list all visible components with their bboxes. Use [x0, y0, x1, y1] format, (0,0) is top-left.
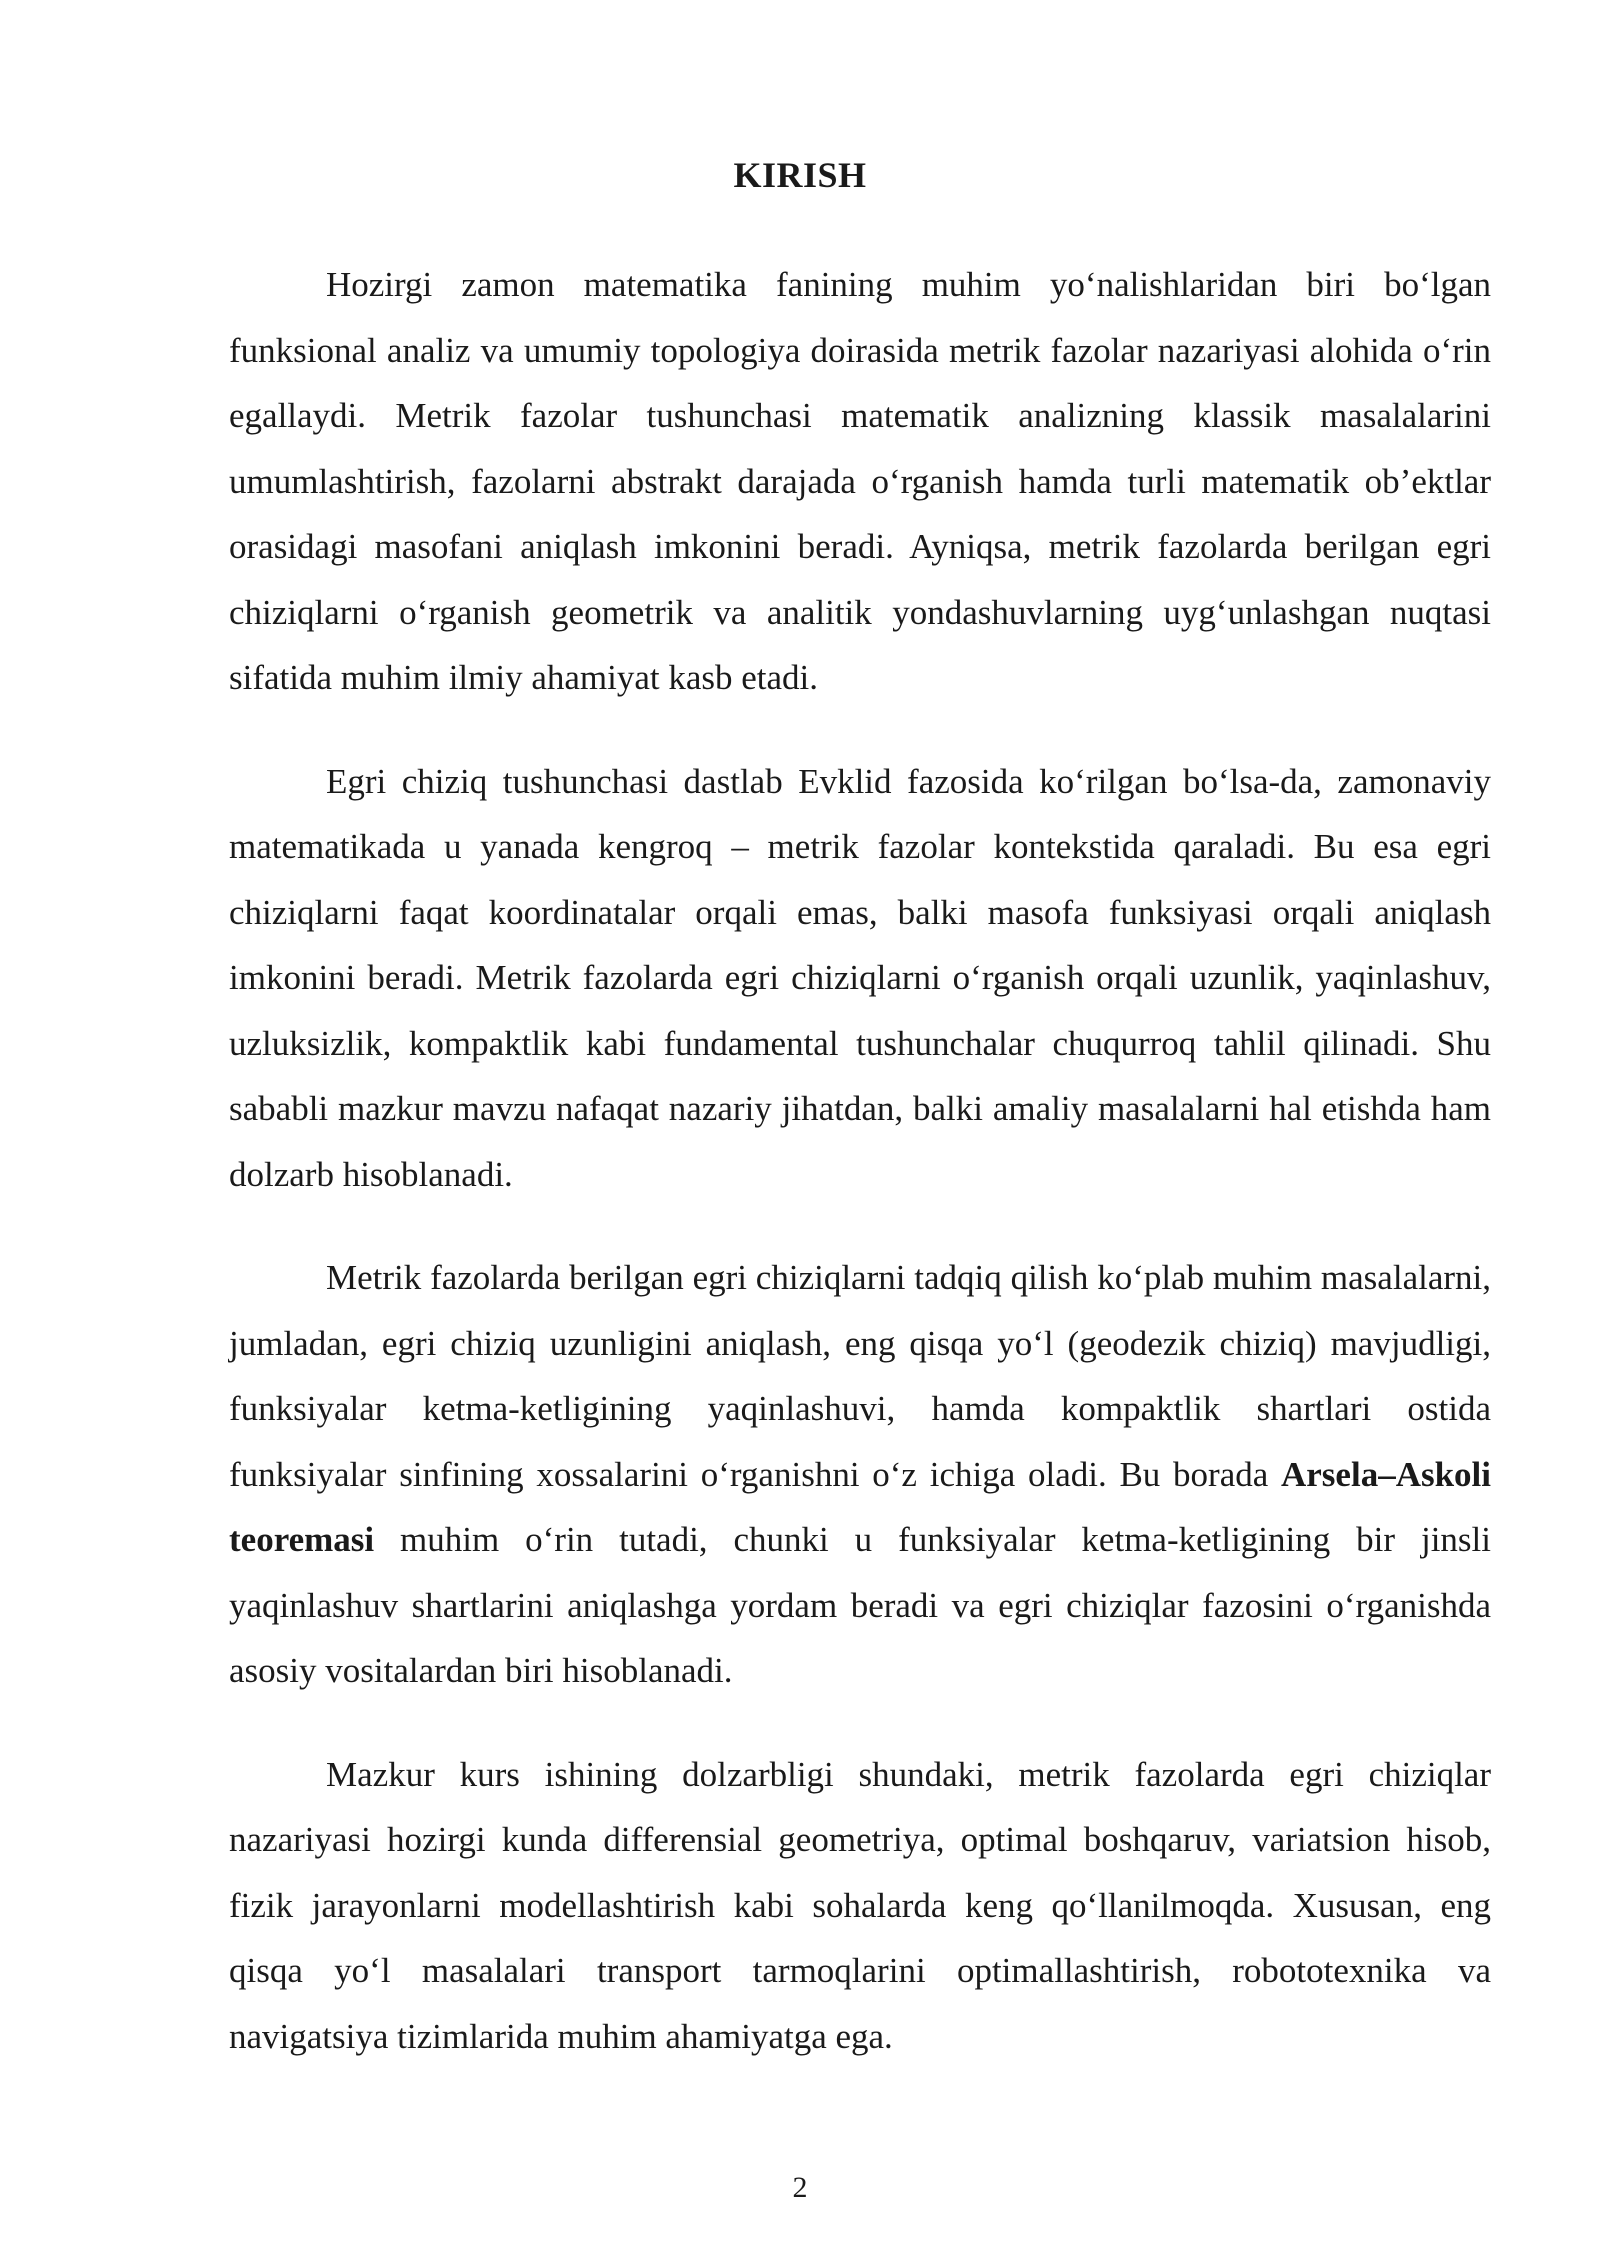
- paragraph-4: [229, 1742, 1491, 2070]
- paragraph-1-text: Hozirgi zamon matematika fanining muhim yo‘nalishlaridan biri bo‘lgan funksional analiz va umumiy topologiya doirasida metrik fazolar nazariyasi alohida o‘rin egallaydi. Metrik fazolar tushunchasi matematik analizning klassik masalalarini umumlashtirish, fazolarni abstrakt darajada o‘rganish hamda turli matematik ob’ektlar orasidagi masofani aniqlash imkonini beradi. Ayniqsa, metrik fazolarda berilgan egri chiziqlarni o‘rganish geometrik va analitik yondashuvlarning uyg‘unlashgan nuqtasi sifatida muhim ilmiy ahamiyat kasb etadi.: [229, 265, 1491, 697]
- paragraph-3-text-end: muhim o‘rin tutadi, chunki u funksiyalar ketma-ketligining bir jinsli yaqinlashuv shartlarini aniqlashga yordam beradi va egri chiziqlar fazosini o‘rganishda asosiy vositalardan biri hisoblanadi.: [229, 1520, 1491, 1690]
- paragraph-3: [229, 1245, 1491, 1704]
- paragraph-4-text: Mazkur kurs ishining dolzarbligi shundaki, metrik fazolarda egri chiziqlar nazariyasi hozirgi kunda differensial geometriya, optimal boshqaruv, variatsion hisob, fizik jarayonlarni modellashtirish kabi sohalarda keng qo‘llanilmoqda. Xususan, eng qisqa yo‘l masalalari transport tarmoqlarini optimallashtirish, robototexnika va navigatsiya tizimlarida muhim ahamiyatga ega.: [229, 1754, 1491, 2056]
- paragraph-1: [229, 252, 1491, 711]
- theorem-name: Arsela–Askoli teoremasi: [229, 1454, 1491, 1559]
- paragraph-3-text-start: Metrik fazolarda berilgan egri chiziqlarni tadqiq qilish ko‘plab muhim masalalarni, jumladan, egri chiziq uzunligini aniqlash, eng qisqa yo‘l (geodezik chiziq) mavjudligi, funksiyalar ketma-ketligining yaqinlashuvi, hamda kompaktlik shartlari ostida funksiyalar sinfining xossalarini o‘rganishni o‘z ichiga oladi. Bu borada: [229, 1258, 1491, 1494]
- paragraph-2: [229, 749, 1491, 1208]
- section-title: KIRISH: [733, 155, 867, 195]
- paragraph-2-text: Egri chiziq tushunchasi dastlab Evklid fazosida ko‘rilgan bo‘lsa-da, zamonaviy matematikada u yanada kengroq – metrik fazolar kontekstida qaraladi. Bu esa egri chiziqlarni faqat koordinatalar orqali emas, balki masofa funksiyasi orqali aniqlash imkonini beradi. Metrik fazolarda egri chiziqlarni o‘rganish orqali uzunlik, yaqinlashuv, uzluksizlik, kompaktlik kabi fundamental tushunchalar chuqurroq tahlil qilinadi. Shu sababli mazkur mavzu nafaqat nazariy jihatdan, balki amaliy masalalarni hal etishda ham dolzarb hisoblanadi.: [229, 761, 1491, 1194]
- body-text: [229, 252, 1491, 2107]
- page-number: 2: [792, 2171, 808, 2204]
